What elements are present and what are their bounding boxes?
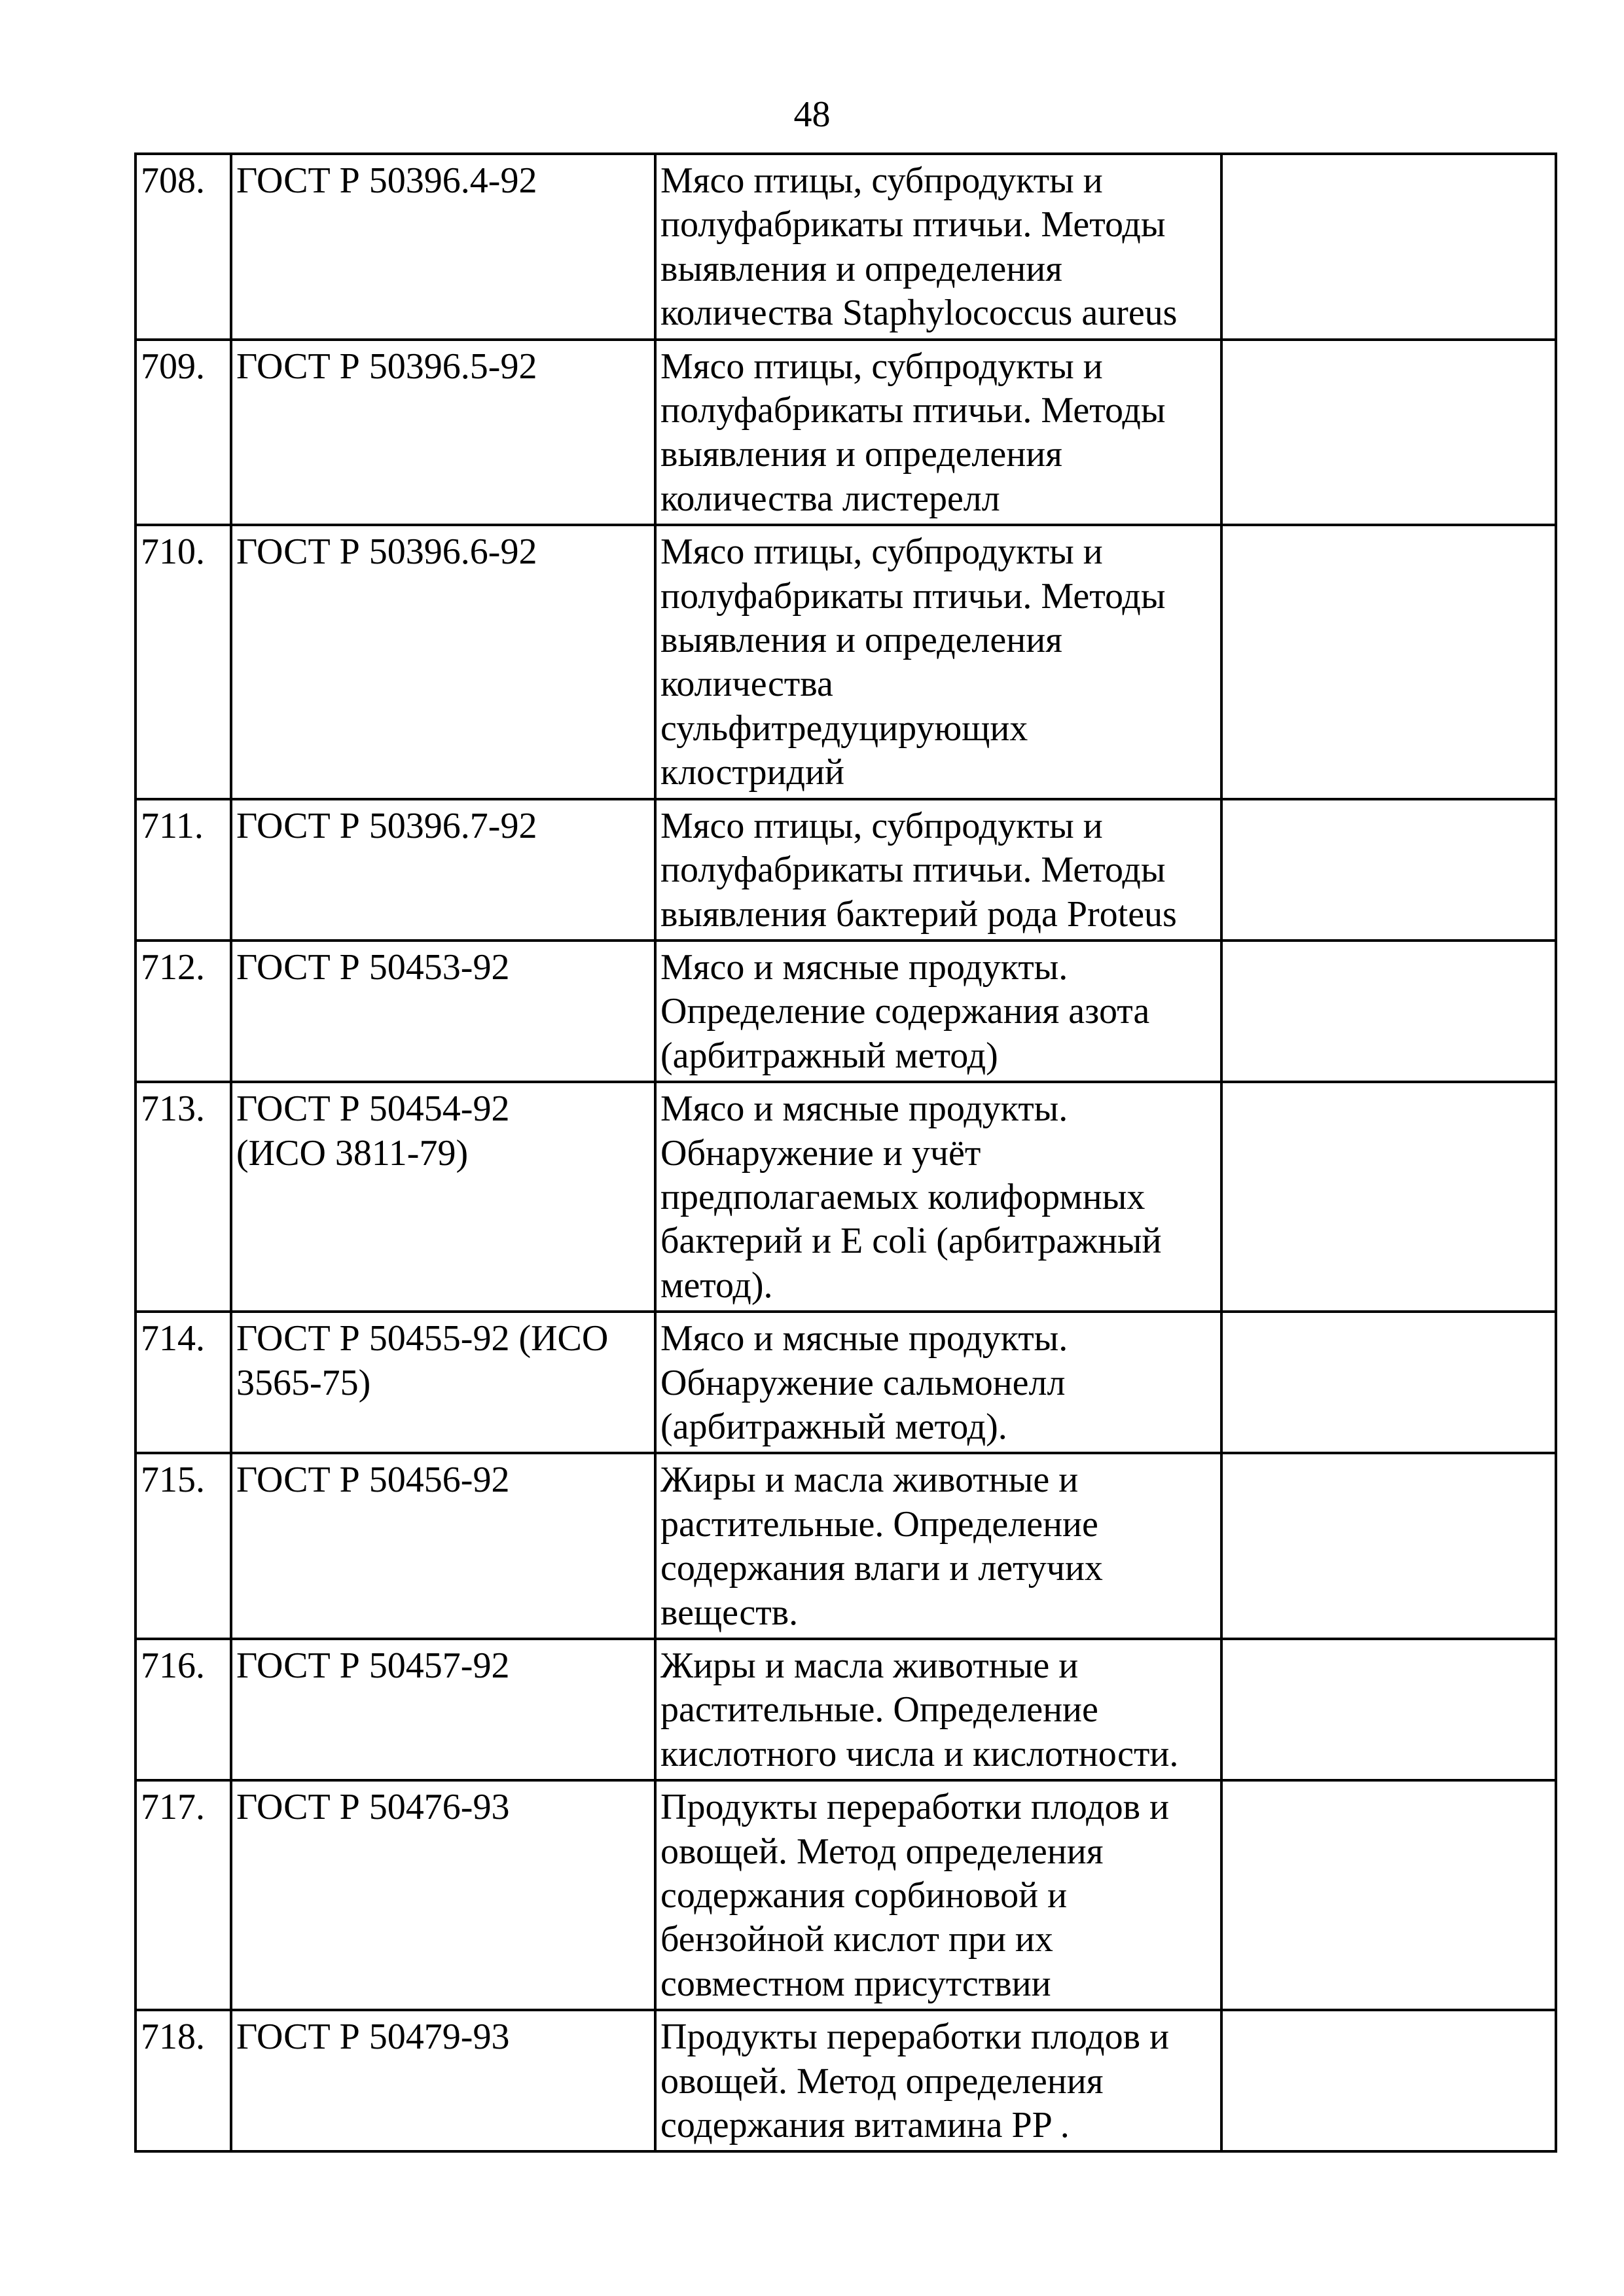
notes-cell <box>1221 154 1556 340</box>
standard-code-cell: ГОСТ Р 50457-92 <box>231 1639 655 1780</box>
description-cell: Мясо и мясные продукты. Определение содержания азота (арбитражный метод) <box>655 941 1221 1082</box>
notes-cell <box>1221 1312 1556 1453</box>
standard-code-cell: ГОСТ Р 50454-92 (ИСО 3811-79) <box>231 1082 655 1312</box>
standard-code-cell: ГОСТ Р 50455-92 (ИСО 3565-75) <box>231 1312 655 1453</box>
notes-cell <box>1221 1453 1556 1639</box>
description-cell: Жиры и масла животные и растительные. Определение кислотного числа и кислотности. <box>655 1639 1221 1780</box>
table-body <box>135 154 1556 2151</box>
row-number-cell: 711. <box>135 799 231 941</box>
description-cell: Мясо птицы, субпродукты и полуфабрикаты птичьи. Методы выявления бактерий рода Proteus <box>655 799 1221 941</box>
table-row <box>135 1453 1556 1639</box>
notes-cell <box>1221 1780 1556 2010</box>
page-number: 48 <box>793 94 831 135</box>
table-row <box>135 941 1556 1082</box>
description-cell: Мясо птицы, субпродукты и полуфабрикаты птичьи. Методы выявления и определения количества Staphylococcus aureus <box>655 154 1221 340</box>
standard-code-cell: ГОСТ Р 50396.4-92 <box>231 154 655 340</box>
table-row <box>135 1780 1556 2010</box>
standards-table <box>134 152 1557 2153</box>
notes-cell <box>1221 1639 1556 1780</box>
row-number-cell: 718. <box>135 2010 231 2151</box>
row-number-cell: 713. <box>135 1082 231 1312</box>
row-number-cell: 710. <box>135 525 231 798</box>
table-row <box>135 525 1556 798</box>
row-number-cell: 715. <box>135 1453 231 1639</box>
notes-cell <box>1221 1082 1556 1312</box>
description-cell: Мясо и мясные продукты. Обнаружение и учёт предполагаемых колиформных бактерий и E coli (арбитражный метод). <box>655 1082 1221 1312</box>
table-row <box>135 1639 1556 1780</box>
row-number-cell: 714. <box>135 1312 231 1453</box>
description-cell: Продукты переработки плодов и овощей. Метод определения содержания сорбиновой и бензойной кислот при их совместном присутствии <box>655 1780 1221 2010</box>
notes-cell <box>1221 799 1556 941</box>
standard-code-cell: ГОСТ Р 50396.5-92 <box>231 340 655 526</box>
row-number-cell: 708. <box>135 154 231 340</box>
description-cell: Продукты переработки плодов и овощей. Метод определения содержания витамина PP . <box>655 2010 1221 2151</box>
table-row <box>135 1082 1556 1312</box>
table-row <box>135 340 1556 526</box>
table-row <box>135 799 1556 941</box>
notes-cell <box>1221 2010 1556 2151</box>
standard-code-cell: ГОСТ Р 50456-92 <box>231 1453 655 1639</box>
standard-code-cell: ГОСТ Р 50479-93 <box>231 2010 655 2151</box>
table-row <box>135 154 1556 340</box>
description-cell: Жиры и масла животные и растительные. Определение содержания влаги и летучих веществ. <box>655 1453 1221 1639</box>
table-row <box>135 2010 1556 2151</box>
description-cell: Мясо птицы, субпродукты и полуфабрикаты птичьи. Методы выявления и определения количества листерелл <box>655 340 1221 526</box>
row-number-cell: 709. <box>135 340 231 526</box>
notes-cell <box>1221 525 1556 798</box>
table-row <box>135 1312 1556 1453</box>
notes-cell <box>1221 340 1556 526</box>
description-cell: Мясо и мясные продукты. Обнаружение сальмонелл (арбитражный метод). <box>655 1312 1221 1453</box>
standard-code-cell: ГОСТ Р 50396.7-92 <box>231 799 655 941</box>
standard-code-cell: ГОСТ Р 50476-93 <box>231 1780 655 2010</box>
standard-code-cell: ГОСТ Р 50396.6-92 <box>231 525 655 798</box>
notes-cell <box>1221 941 1556 1082</box>
row-number-cell: 717. <box>135 1780 231 2010</box>
standard-code-cell: ГОСТ Р 50453-92 <box>231 941 655 1082</box>
description-cell: Мясо птицы, субпродукты и полуфабрикаты птичьи. Методы выявления и определения количества сульфитредуцирующих клостридий <box>655 525 1221 798</box>
row-number-cell: 712. <box>135 941 231 1082</box>
row-number-cell: 716. <box>135 1639 231 1780</box>
